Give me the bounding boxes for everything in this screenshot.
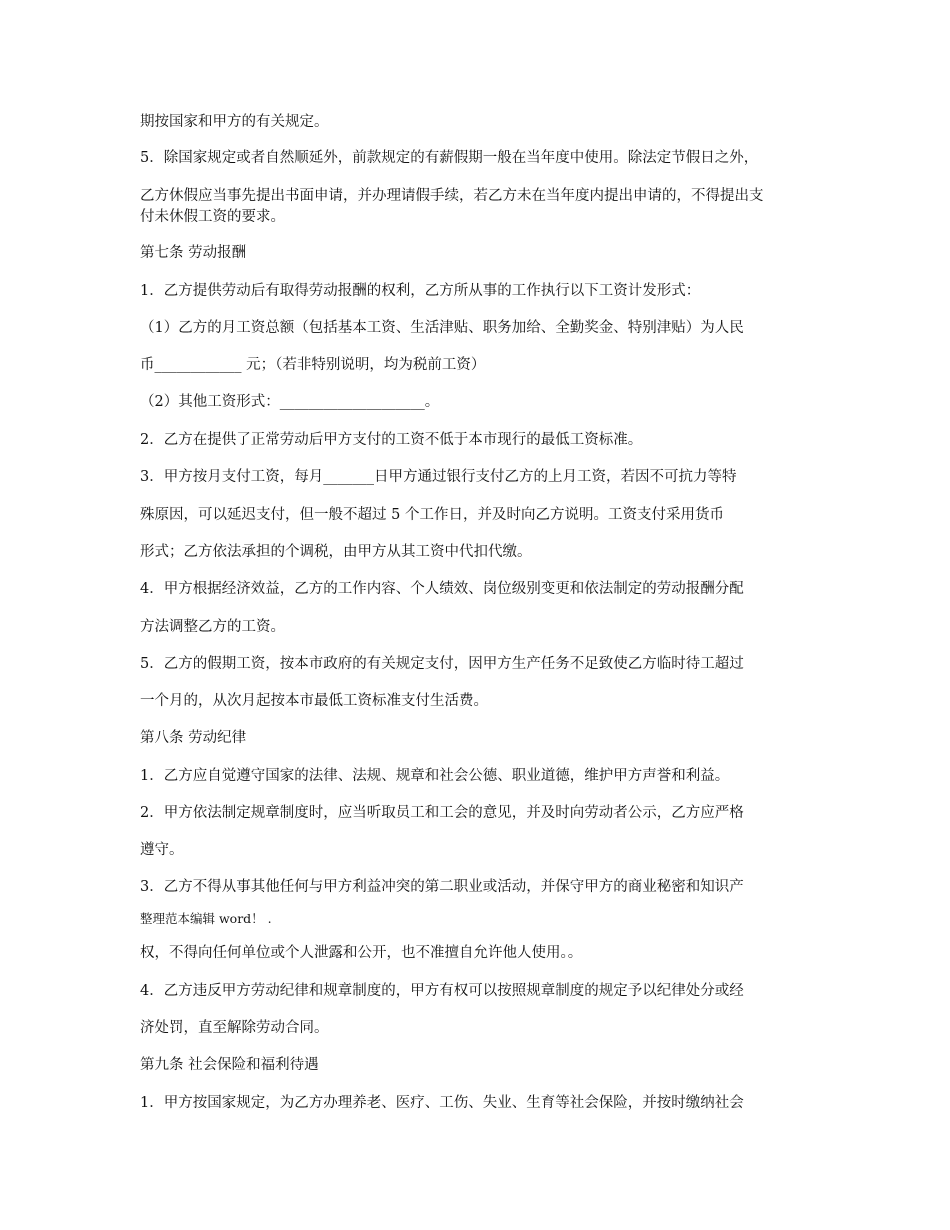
text-line: 付未休假工资的要求。: [140, 209, 285, 225]
text-line: 乙方休假应当事先提出书面申请，并办理请假手续，若乙方未在当年度内提出申请的，不得提出支: [140, 188, 764, 204]
section-heading: 第七条 劳动报酬: [140, 245, 247, 261]
text-line: 3．乙方不得从事其他任何与甲方利益冲突的第二职业或活动，并保守甲方的商业秘密和知识产: [140, 879, 744, 895]
text-line: 权，不得向任何单位或个人泄露和公开，也不准擅自允许他人使用。。: [140, 945, 583, 961]
text-line: 1．乙方提供劳动后有取得劳动报酬的权利，乙方所从事的工作执行以下工资计发形式：: [140, 283, 701, 299]
text-line: （1）乙方的月工资总额（包括基本工资、生活津贴、职务加给、全勤奖金、特别津贴）为人民: [140, 320, 744, 336]
section-heading: 第八条 劳动纪律: [140, 730, 247, 746]
text-line: 遵守。: [140, 842, 184, 858]
text-line: 殊原因，可以延迟支付，但一般不超过 5 个工作日，并及时向乙方说明。工资支付采用货币: [140, 507, 724, 523]
text-line: 币____________ 元；（若非特别说明，均为税前工资）: [140, 357, 486, 373]
text-line: 1．乙方应自觉遵守国家的法律、法规、规章和社会公德、职业道德，维护甲方声誉和利益。: [140, 768, 730, 784]
text-line: 2．乙方在提供了正常劳动后甲方支付的工资不低于本市现行的最低工资标准。: [140, 432, 643, 448]
text-line: 方法调整乙方的工资。: [140, 619, 285, 635]
text-line: 一个月的，从次月起按本市最低工资标准支付生活费。: [140, 693, 488, 709]
text-line: 3．甲方按月支付工资，每月_______日甲方通过银行支付乙方的上月工资，若因不可抗力等特: [140, 469, 737, 485]
text-line: 2．甲方依法制定规章制度时，应当听取员工和工会的意见，并及时向劳动者公示，乙方应严格: [140, 805, 744, 821]
text-line: 4．乙方违反甲方劳动纪律和规章制度的，甲方有权可以按照规章制度的规定予以纪律处分或经: [140, 983, 744, 999]
text-line: 济处罚，直至解除劳动合同。: [140, 1020, 329, 1036]
text-line: 5．乙方的假期工资，按本市政府的有关规定支付，因甲方生产任务不足致使乙方临时待工超过: [140, 656, 744, 672]
text-line: 5．除国家规定或者自然顺延外，前款规定的有薪假期一般在当年度中使用。除法定节假日之外，: [140, 150, 759, 166]
section-heading: 第九条 社会保险和福利待遇: [140, 1057, 319, 1073]
text-line: （2）其他工资形式：____________________。: [140, 394, 440, 410]
text-line: 形式；乙方依法承担的个调税，由甲方从其工资中代扣代缴。: [140, 544, 532, 560]
page-footer-note: 整理范本编辑 word！ .: [140, 911, 272, 926]
text-line: 1．甲方按国家规定，为乙方办理养老、医疗、工伤、失业、生育等社会保险，并按时缴纳社会: [140, 1095, 744, 1111]
text-line: 4．甲方根据经济效益，乙方的工作内容、个人绩效、岗位级别变更和依法制定的劳动报酬分配: [140, 581, 744, 597]
text-line: 期按国家和甲方的有关规定。: [140, 114, 329, 130]
